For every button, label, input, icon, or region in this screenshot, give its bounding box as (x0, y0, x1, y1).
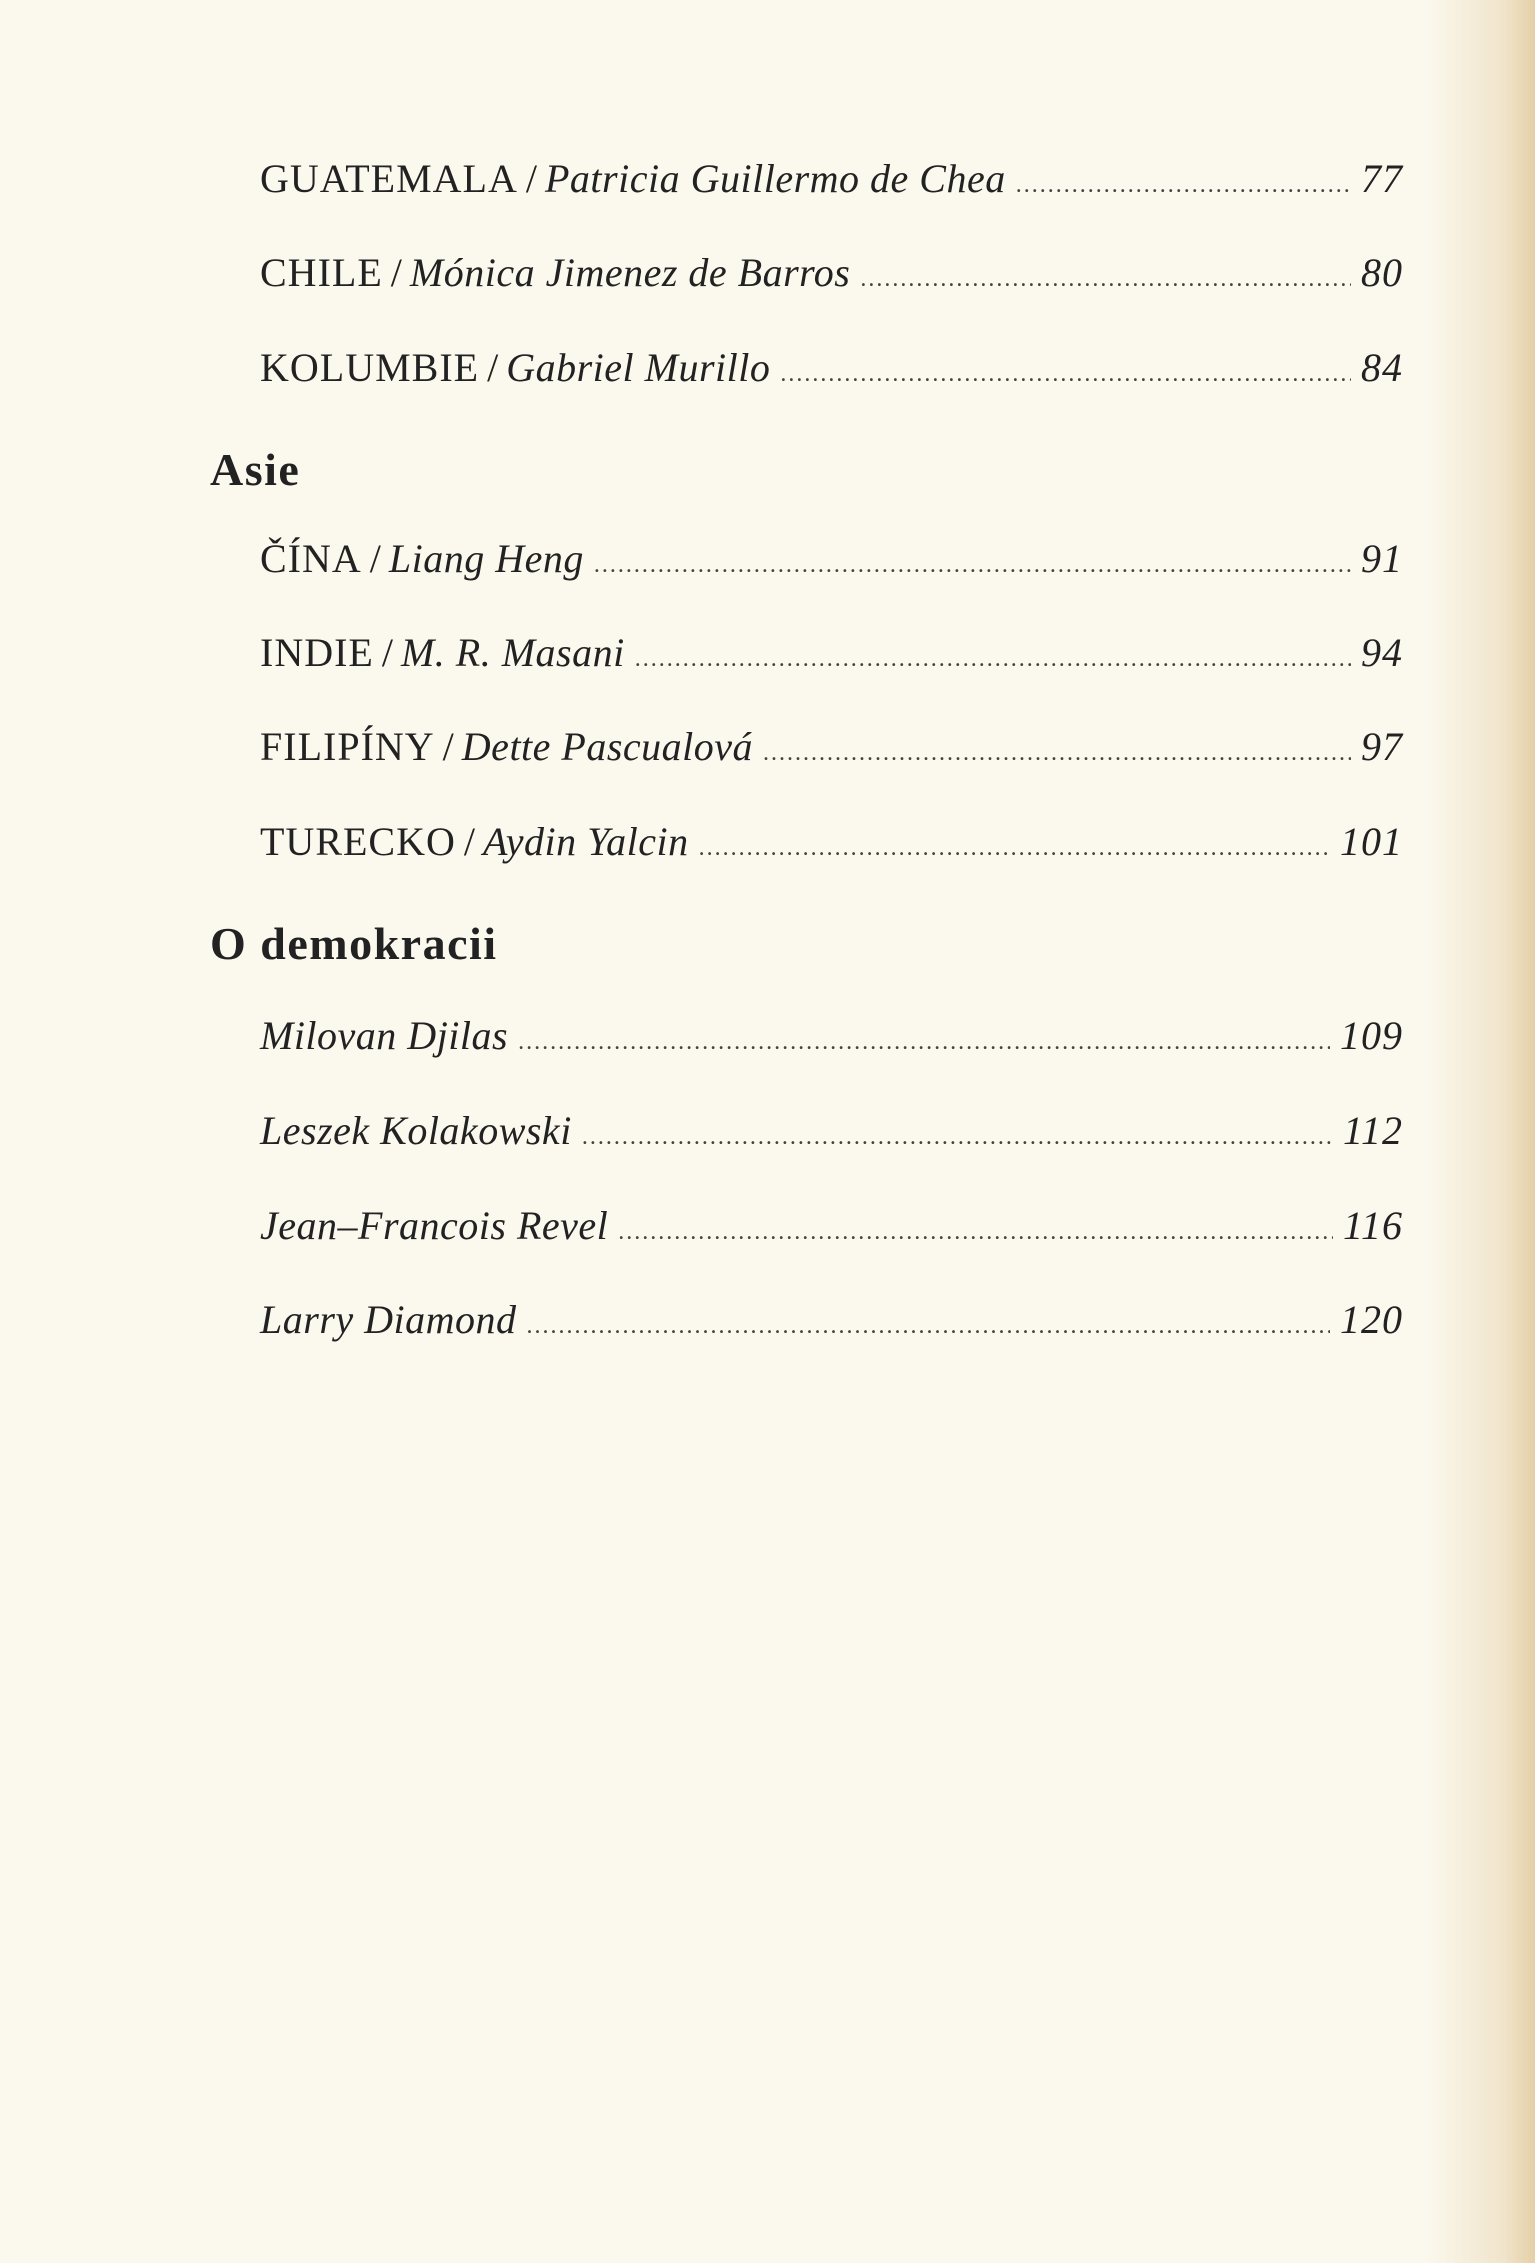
entry-separator: / (463, 819, 476, 864)
toc-entry-turecko[interactable] (260, 818, 1403, 872)
dot-leader (594, 535, 1351, 589)
dot-leader (763, 723, 1351, 777)
entry-page-number: 109 (1340, 1013, 1403, 1058)
entry-author: Dette Pascualová (461, 724, 754, 769)
entry-author: Leszek Kolakowski (260, 1108, 572, 1153)
dot-leader (1016, 155, 1351, 209)
entry-separator: / (487, 345, 499, 390)
entry-author: M. R. Masani (400, 630, 625, 675)
toc-entry-diamond[interactable] (260, 1296, 1403, 1350)
section-heading-o-demokracii: O demokracii (210, 918, 498, 969)
entry-country: INDIE (260, 630, 374, 675)
dot-leader (635, 629, 1351, 683)
entry-author: Milovan Djilas (260, 1013, 509, 1058)
entry-author: Liang Heng (388, 536, 584, 581)
section-heading-asie: Asie (210, 444, 301, 495)
toc-entry-kolumbie[interactable] (260, 344, 1403, 398)
entry-separator: / (381, 630, 393, 675)
dot-leader (699, 818, 1330, 872)
toc-entry-indie[interactable] (260, 629, 1403, 683)
entry-country: ČÍNA (260, 536, 362, 581)
entry-country: KOLUMBIE (260, 345, 480, 390)
entry-author: Jean–Francois Revel (260, 1203, 609, 1248)
entry-country: CHILE (260, 250, 383, 295)
toc-entry-djilas[interactable] (260, 1012, 1403, 1066)
entry-author: Larry Diamond (260, 1297, 517, 1342)
entry-country: FILIPÍNY (260, 724, 435, 769)
entry-author: Gabriel Murillo (506, 345, 771, 390)
entry-separator: / (369, 536, 381, 581)
toc-entry-guatemala[interactable] (260, 155, 1403, 209)
entry-page-number: 116 (1342, 1203, 1403, 1248)
entry-author: Aydin Yalcin (483, 819, 689, 864)
entry-page-number: 80 (1361, 250, 1403, 295)
entry-page-number: 112 (1342, 1108, 1403, 1153)
dot-leader (860, 249, 1351, 303)
entry-separator: / (525, 156, 537, 201)
toc-entry-revel[interactable] (260, 1202, 1403, 1256)
entry-page-number: 101 (1340, 819, 1403, 864)
dot-leader (527, 1296, 1330, 1350)
dot-leader (582, 1107, 1333, 1161)
entry-page-number: 120 (1340, 1297, 1403, 1342)
entry-separator: / (390, 250, 402, 295)
entry-page-number: 77 (1361, 156, 1403, 201)
entry-country: GUATEMALA (260, 156, 518, 201)
entry-page-number: 94 (1361, 630, 1403, 675)
dot-leader (518, 1012, 1330, 1066)
entry-country: TURECKO (260, 819, 456, 864)
entry-author: Mónica Jimenez de Barros (409, 250, 851, 295)
toc-entry-filipiny[interactable] (260, 723, 1403, 777)
toc-entry-cina[interactable] (260, 535, 1403, 589)
toc-entry-kolakowski[interactable] (260, 1107, 1403, 1161)
entry-separator: / (442, 724, 454, 769)
entry-page-number: 91 (1361, 536, 1403, 581)
dot-leader (618, 1202, 1333, 1256)
dot-leader (780, 344, 1351, 398)
entry-page-number: 84 (1361, 345, 1403, 390)
page-edge-shadow (1425, 0, 1535, 2263)
entry-author: Patricia Guillermo de Chea (545, 156, 1006, 201)
entry-page-number: 97 (1361, 724, 1403, 769)
toc-entry-chile[interactable] (260, 249, 1403, 303)
